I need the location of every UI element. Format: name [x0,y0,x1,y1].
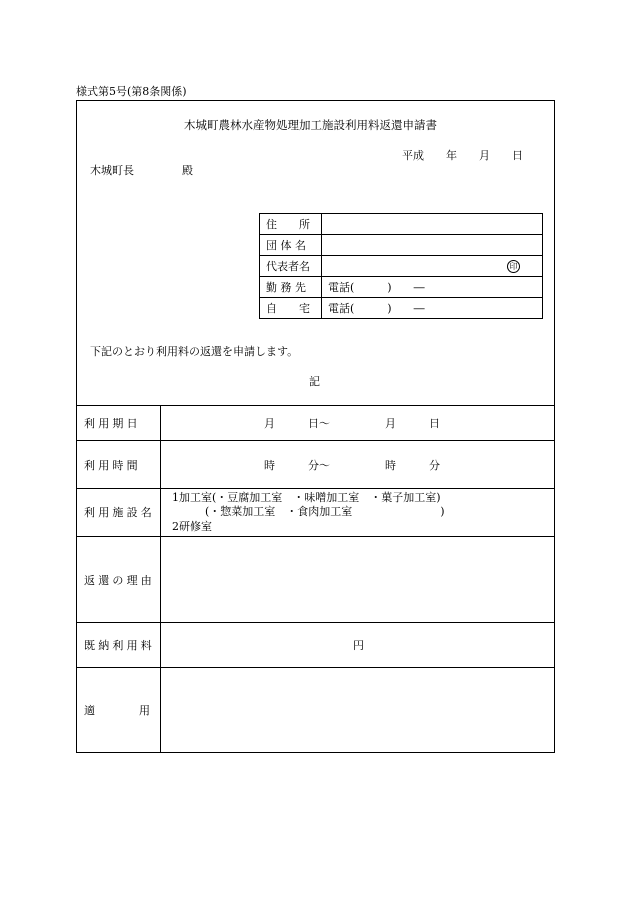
divider [76,536,555,537]
refund-reason-label: 返還の理由 [84,574,155,587]
remarks-field[interactable] [170,675,545,745]
request-text: 下記のとおり利用料の返還を申請します。 [90,345,299,358]
remarks-label: 適 用 [84,704,150,717]
usage-period-label: 利用期日 [84,417,141,430]
addressee-suffix: 殿 [182,164,193,177]
address-label: 住 所 [260,214,322,235]
addressee: 木城町長 [90,164,134,177]
paid-fee-label: 既納利用料 [84,639,155,652]
applicant-row-address [260,214,543,235]
home-label: 自 宅 [260,298,322,319]
group-name-field[interactable] [322,235,543,256]
form-number: 様式第5号(第8条関係) [76,85,187,98]
address-field[interactable] [322,214,543,235]
workplace-phone-field[interactable]: 電話( ) ― [322,277,543,298]
column-divider [160,405,161,753]
seal-icon: 印 [507,260,520,273]
divider [76,405,555,406]
paid-fee-field[interactable]: 円 [353,639,364,652]
facility-line-1[interactable]: 1加工室(・豆腐加工室 ・味噌加工室 ・菓子加工室) [172,491,441,504]
representative-label: 代表者名 [260,256,322,277]
applicant-row-group [260,235,543,256]
usage-period-field[interactable]: 月 日～ 月 日 [264,417,440,430]
divider [76,667,555,668]
facility-line-3[interactable]: 2研修室 [172,520,212,533]
applicant-row-home [260,298,543,319]
usage-time-field[interactable]: 時 分～ 時 分 [264,459,440,472]
applicant-row-work [260,277,543,298]
applicant-table [259,213,543,319]
facility-line-2[interactable]: (・惣菜加工室 ・食肉加工室 ) [172,505,445,518]
date-line: 平成 年 月 日 [402,149,523,162]
workplace-label: 勤 務 先 [260,277,322,298]
divider [76,440,555,441]
home-phone-field[interactable]: 電話( ) ― [322,298,543,319]
usage-time-label: 利用時間 [84,459,141,472]
ki-heading: 記 [309,375,320,388]
page-title: 木城町農林水産物処理加工施設利用料返還申請書 [184,118,437,132]
divider [76,622,555,623]
representative-field[interactable] [322,256,543,277]
divider [76,488,555,489]
facility-label: 利用施設名 [84,506,155,519]
refund-reason-field[interactable] [170,545,545,615]
group-name-label: 団 体 名 [260,235,322,256]
applicant-row-representative [260,256,543,277]
